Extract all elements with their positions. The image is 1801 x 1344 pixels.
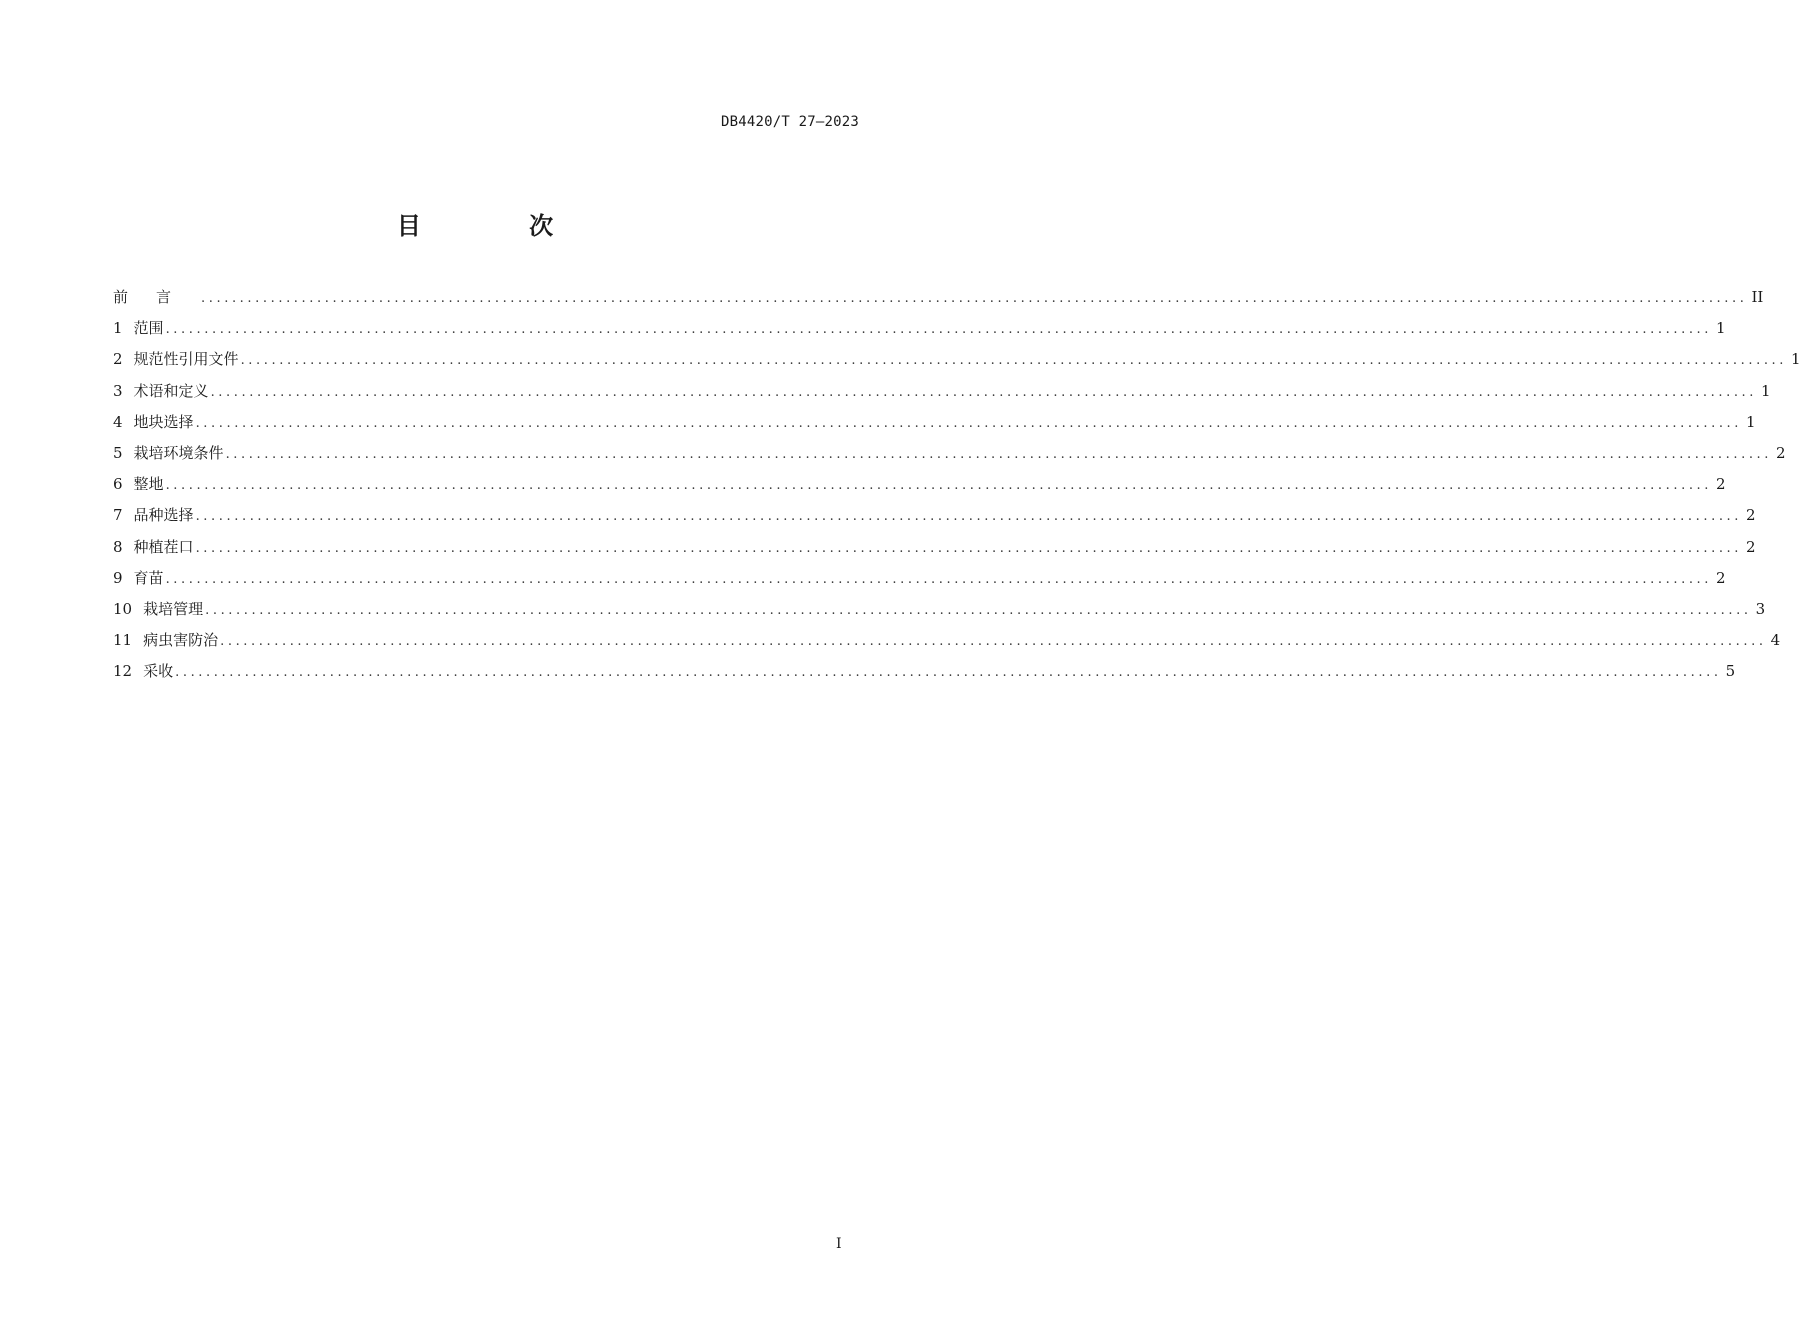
toc-leader-dots: ........................................................................................................................................................................................................ <box>210 384 1758 400</box>
toc-leader-dots: ........................................................................................................................................................................................................ <box>195 540 1743 556</box>
toc-entry-number: 6 <box>113 475 123 494</box>
toc-entry[interactable] <box>113 567 1726 598</box>
toc-entry-page: 2 <box>1776 443 1786 462</box>
toc-leader-dots: ........................................................................................................................................................................................................ <box>240 353 1788 369</box>
toc-entry-page: II <box>1751 288 1764 306</box>
toc-leader-dots: ........................................................................................................................................................................................................ <box>225 446 1773 462</box>
toc-entry-number: 12 <box>113 662 133 681</box>
toc-entry-label: 品种选择 <box>133 506 194 525</box>
toc-title: 目 次 <box>396 212 604 240</box>
toc-entry-page: 1 <box>1761 381 1771 400</box>
toc-entry-label: 术语和定义 <box>133 381 209 400</box>
toc-leader-dots: ........................................................................................................................................................................................................ <box>220 634 1767 650</box>
toc-entry-number: 11 <box>113 631 133 650</box>
toc-entry-page: 4 <box>1770 631 1781 650</box>
toc-entry-label: 前言 <box>113 288 200 306</box>
toc-entry-label: 育苗 <box>133 568 164 587</box>
toc-entry[interactable] <box>113 442 1786 473</box>
toc-entry[interactable] <box>113 411 1756 442</box>
toc-entry-page: 1 <box>1716 319 1726 338</box>
page-number: I <box>836 1236 842 1252</box>
toc-entry-label: 整地 <box>133 475 164 494</box>
toc-leader-dots: ........................................................................................................................................................................................................ <box>201 291 1748 306</box>
toc-entry-label: 种植茬口 <box>133 537 194 556</box>
toc-entry[interactable] <box>113 348 1801 379</box>
toc-entry-label: 栽培管理 <box>143 599 204 618</box>
toc-leader-dots: ........................................................................................................................................................................................................ <box>205 602 1752 618</box>
toc-entry-number: 7 <box>113 506 123 525</box>
toc-entry[interactable] <box>113 536 1756 567</box>
toc-entry[interactable] <box>113 380 1771 411</box>
toc-entry[interactable] <box>113 286 1764 317</box>
toc-entry-number: 1 <box>113 319 123 338</box>
toc-entry-page: 1 <box>1746 412 1756 431</box>
toc-entry-number: 4 <box>113 412 123 431</box>
toc-entry-page: 2 <box>1716 568 1726 587</box>
toc-leader-dots: ........................................................................................................................................................................................................ <box>165 478 1713 494</box>
toc-entry-page: 1 <box>1791 350 1801 369</box>
toc-entry[interactable] <box>113 473 1726 504</box>
toc-entry-page: 2 <box>1716 475 1726 494</box>
toc-entry-page: 2 <box>1746 506 1756 525</box>
toc-leader-dots: ........................................................................................................................................................................................................ <box>195 415 1743 431</box>
toc-leader-dots: ........................................................................................................................................................................................................ <box>175 665 1722 681</box>
toc-entry-label: 采收 <box>143 662 174 681</box>
toc-entry-number: 2 <box>113 350 123 369</box>
toc-entry-number: 10 <box>113 599 133 618</box>
toc-entry-page: 3 <box>1755 599 1766 618</box>
toc-entry-label: 栽培环境条件 <box>133 443 224 462</box>
toc-entry-number: 8 <box>113 537 123 556</box>
document-code: DB4420/T 27—2023 <box>720 114 859 130</box>
toc-leader-dots: ........................................................................................................................................................................................................ <box>165 571 1713 587</box>
toc-entry[interactable] <box>113 598 1766 629</box>
toc-entry[interactable] <box>113 660 1736 691</box>
toc-entry-number: 3 <box>113 381 123 400</box>
toc-entry[interactable] <box>113 317 1726 348</box>
toc-entry-label: 规范性引用文件 <box>133 350 239 369</box>
toc-entry-label: 地块选择 <box>133 412 194 431</box>
toc-entry-label: 范围 <box>133 319 164 338</box>
toc-entry[interactable] <box>113 504 1756 535</box>
toc-entry-page: 2 <box>1746 537 1756 556</box>
toc-entry-number: 9 <box>113 568 123 587</box>
toc-entry-page: 5 <box>1725 662 1736 681</box>
toc-entry-number: 5 <box>113 443 123 462</box>
toc-leader-dots: ........................................................................................................................................................................................................ <box>195 509 1743 525</box>
toc-entry-label: 病虫害防治 <box>143 631 219 650</box>
toc-entry[interactable] <box>113 629 1781 660</box>
toc-list <box>113 286 1801 691</box>
toc-leader-dots: ........................................................................................................................................................................................................ <box>165 322 1713 338</box>
